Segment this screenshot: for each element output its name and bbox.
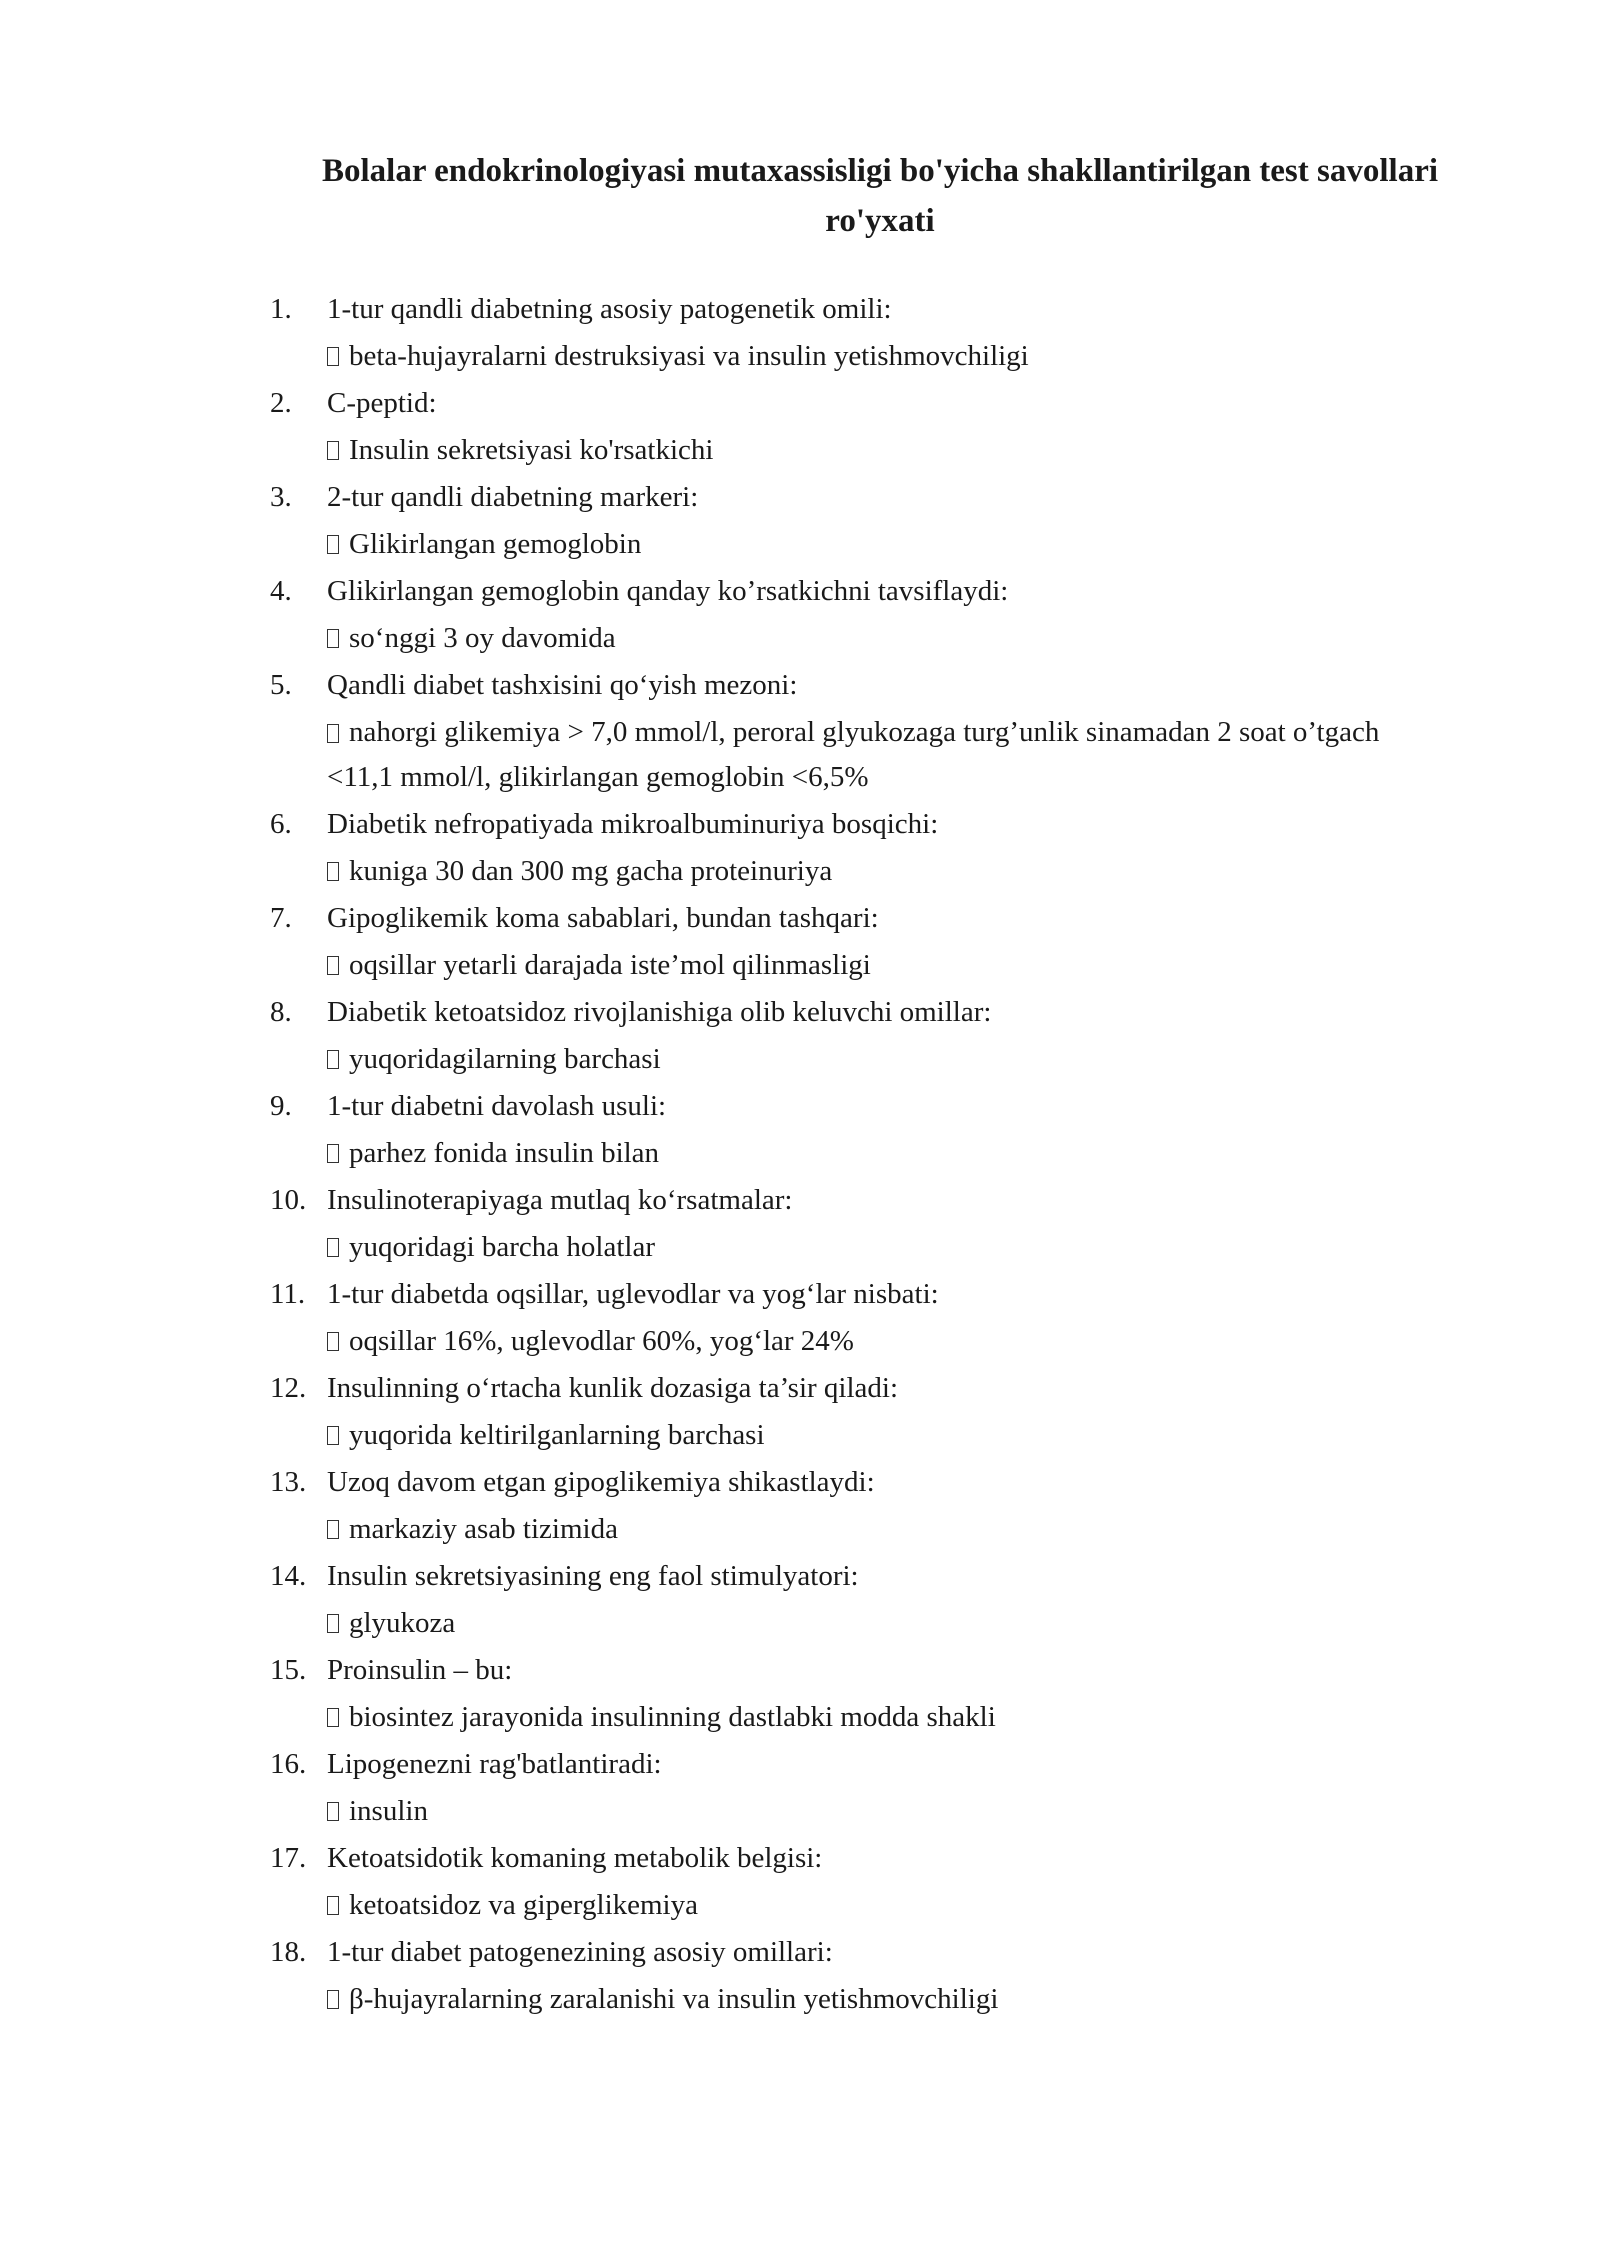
question-item bbox=[270, 380, 1420, 474]
question-item bbox=[270, 1929, 1420, 2023]
checkbox-glyph-icon bbox=[327, 629, 339, 648]
question-item bbox=[270, 1271, 1420, 1365]
question-item bbox=[270, 989, 1420, 1083]
question-item bbox=[270, 1459, 1420, 1553]
checkbox-glyph-icon bbox=[327, 1990, 339, 2009]
document-title: Bolalar endokrinologiyasi mutaxassisligi bo'yicha shakllantirilgan test savollari ro'yxati bbox=[321, 153, 1439, 239]
question-text: Glikirlangan gemoglobin qanday ko’rsatkichni tavsiflaydi: bbox=[327, 575, 1009, 607]
answer-line bbox=[270, 1412, 1420, 1459]
answer-text: insulin bbox=[349, 1795, 428, 1827]
answer-text: Insulin sekretsiyasi ko'rsatkichi bbox=[349, 434, 714, 466]
answer-line bbox=[270, 942, 1420, 989]
question-row bbox=[270, 1929, 1420, 1976]
question-item bbox=[270, 1365, 1420, 1459]
answer-line bbox=[270, 1224, 1420, 1271]
question-number: 18. bbox=[270, 1936, 307, 1968]
answer-line bbox=[270, 1600, 1420, 1647]
question-row bbox=[270, 1741, 1420, 1788]
question-row bbox=[270, 662, 1420, 709]
question-number: 7. bbox=[270, 902, 292, 934]
question-text: C-peptid: bbox=[327, 387, 437, 419]
answer-line bbox=[270, 333, 1420, 380]
checkbox-glyph-icon bbox=[327, 1520, 339, 1539]
question-number: 5. bbox=[270, 669, 292, 701]
question-text: Lipogenezni rag'batlantiradi: bbox=[327, 1748, 662, 1780]
question-number: 10. bbox=[270, 1184, 307, 1216]
answer-line bbox=[270, 1694, 1420, 1741]
question-text: 2-tur qandli diabetning markeri: bbox=[327, 481, 699, 513]
answer-line bbox=[270, 1788, 1420, 1835]
question-row bbox=[270, 1365, 1420, 1412]
checkbox-glyph-icon bbox=[327, 1708, 339, 1727]
checkbox-glyph-icon bbox=[327, 1802, 339, 1821]
checkbox-glyph-icon bbox=[327, 347, 339, 366]
question-row bbox=[270, 1177, 1420, 1224]
answer-text: oqsillar 16%, uglevodlar 60%, yog‘lar 24% bbox=[349, 1325, 854, 1357]
checkbox-glyph-icon bbox=[327, 862, 339, 881]
question-number: 14. bbox=[270, 1560, 307, 1592]
answer-text: β-hujayralarning zaralanishi va insulin yetishmovchiligi bbox=[349, 1983, 999, 2015]
answer-text: nahorgi glikemiya > 7,0 mmol/l, peroral glyukozaga turg’unlik sinamadan 2 soat o’tgach <11,1 mmol/l, glikirlangan gemoglobin <6,5% bbox=[327, 716, 1380, 793]
checkbox-glyph-icon bbox=[327, 1426, 339, 1445]
answer-line bbox=[270, 848, 1420, 895]
question-row bbox=[270, 286, 1420, 333]
checkbox-glyph-icon bbox=[327, 1050, 339, 1069]
answer-text: parhez fonida insulin bilan bbox=[349, 1137, 660, 1169]
question-text: 1-tur diabet patogenezining asosiy omillari: bbox=[327, 1936, 833, 1968]
answer-line bbox=[270, 521, 1420, 568]
question-number: 8. bbox=[270, 996, 292, 1028]
answer-text: glyukoza bbox=[349, 1607, 456, 1639]
question-number: 11. bbox=[270, 1278, 306, 1310]
answer-line bbox=[270, 709, 1420, 801]
answer-text: kuniga 30 dan 300 mg gacha proteinuriya bbox=[349, 855, 833, 887]
answer-text: beta-hujayralarni destruksiyasi va insulin yetishmovchiligi bbox=[349, 340, 1029, 372]
question-text: Diabetik ketoatsidoz rivojlanishiga olib keluvchi omillar: bbox=[327, 996, 992, 1028]
question-number: 1. bbox=[270, 293, 292, 325]
answer-line bbox=[270, 1882, 1420, 1929]
checkbox-glyph-icon bbox=[327, 956, 339, 975]
question-item bbox=[270, 662, 1420, 801]
question-number: 9. bbox=[270, 1090, 292, 1122]
question-text: 1-tur qandli diabetning asosiy patogenetik omili: bbox=[327, 293, 892, 325]
question-item bbox=[270, 474, 1420, 568]
question-text: Uzoq davom etgan gipoglikemiya shikastlaydi: bbox=[327, 1466, 875, 1498]
question-number: 12. bbox=[270, 1372, 307, 1404]
answer-line bbox=[270, 427, 1420, 474]
checkbox-glyph-icon bbox=[327, 1614, 339, 1633]
question-row bbox=[270, 801, 1420, 848]
answer-line bbox=[270, 1506, 1420, 1553]
answer-text: so‘nggi 3 oy davomida bbox=[349, 622, 616, 654]
answer-text: biosintez jarayonida insulinning dastlabki modda shakli bbox=[349, 1701, 996, 1733]
question-item bbox=[270, 801, 1420, 895]
answer-text: yuqorida keltirilganlarning barchasi bbox=[349, 1419, 765, 1451]
question-row bbox=[270, 1271, 1420, 1318]
question-row bbox=[270, 895, 1420, 942]
answer-text: markaziy asab tizimida bbox=[349, 1513, 618, 1545]
question-number: 2. bbox=[270, 387, 292, 419]
answer-text: oqsillar yetarli darajada iste’mol qilinmasligi bbox=[349, 949, 871, 981]
question-text: Gipoglikemik koma sabablari, bundan tashqari: bbox=[327, 902, 879, 934]
answer-text: yuqoridagi barcha holatlar bbox=[349, 1231, 655, 1263]
question-item bbox=[270, 1835, 1420, 1929]
answer-line bbox=[270, 1036, 1420, 1083]
question-row bbox=[270, 1083, 1420, 1130]
question-text: Proinsulin – bu: bbox=[327, 1654, 513, 1686]
question-list bbox=[270, 286, 1420, 2023]
question-text: Ketoatsidotik komaning metabolik belgisi: bbox=[327, 1842, 823, 1874]
question-text: 1-tur diabetni davolash usuli: bbox=[327, 1090, 667, 1122]
question-row bbox=[270, 568, 1420, 615]
answer-text: yuqoridagilarning barchasi bbox=[349, 1043, 661, 1075]
answer-line bbox=[270, 1318, 1420, 1365]
question-number: 3. bbox=[270, 481, 292, 513]
question-text: Diabetik nefropatiyada mikroalbuminuriya bosqichi: bbox=[327, 808, 939, 840]
question-item bbox=[270, 1647, 1420, 1741]
question-item bbox=[270, 286, 1420, 380]
answer-line bbox=[270, 1130, 1420, 1177]
question-item bbox=[270, 1177, 1420, 1271]
question-item bbox=[270, 1741, 1420, 1835]
question-number: 13. bbox=[270, 1466, 307, 1498]
question-row bbox=[270, 474, 1420, 521]
checkbox-glyph-icon bbox=[327, 1896, 339, 1915]
question-number: 17. bbox=[270, 1842, 307, 1874]
checkbox-glyph-icon bbox=[327, 1238, 339, 1257]
question-text: Insulin sekretsiyasining eng faol stimulyatori: bbox=[327, 1560, 859, 1592]
checkbox-glyph-icon bbox=[327, 724, 339, 743]
question-row bbox=[270, 989, 1420, 1036]
answer-text: Glikirlangan gemoglobin bbox=[349, 528, 642, 560]
question-text: Qandli diabet tashxisini qo‘yish mezoni: bbox=[327, 669, 798, 701]
question-text: Insulinoterapiyaga mutlaq ko‘rsatmalar: bbox=[327, 1184, 793, 1216]
question-row bbox=[270, 1459, 1420, 1506]
answer-line bbox=[270, 1976, 1420, 2023]
question-text: 1-tur diabetda oqsillar, uglevodlar va yog‘lar nisbati: bbox=[327, 1278, 939, 1310]
checkbox-glyph-icon bbox=[327, 1144, 339, 1163]
question-row bbox=[270, 1553, 1420, 1600]
answer-text: ketoatsidoz va giperglikemiya bbox=[349, 1889, 698, 1921]
answer-line bbox=[270, 615, 1420, 662]
question-item bbox=[270, 1553, 1420, 1647]
question-item bbox=[270, 568, 1420, 662]
question-number: 4. bbox=[270, 575, 292, 607]
checkbox-glyph-icon bbox=[327, 441, 339, 460]
question-item bbox=[270, 1083, 1420, 1177]
question-text: Insulinning o‘rtacha kunlik dozasiga ta’sir qiladi: bbox=[327, 1372, 899, 1404]
question-row bbox=[270, 1647, 1420, 1694]
checkbox-glyph-icon bbox=[327, 535, 339, 554]
question-item bbox=[270, 895, 1420, 989]
question-row bbox=[270, 1835, 1420, 1882]
question-number: 16. bbox=[270, 1748, 307, 1780]
question-row bbox=[270, 380, 1420, 427]
question-number: 6. bbox=[270, 808, 292, 840]
checkbox-glyph-icon bbox=[327, 1332, 339, 1351]
question-number: 15. bbox=[270, 1654, 307, 1686]
